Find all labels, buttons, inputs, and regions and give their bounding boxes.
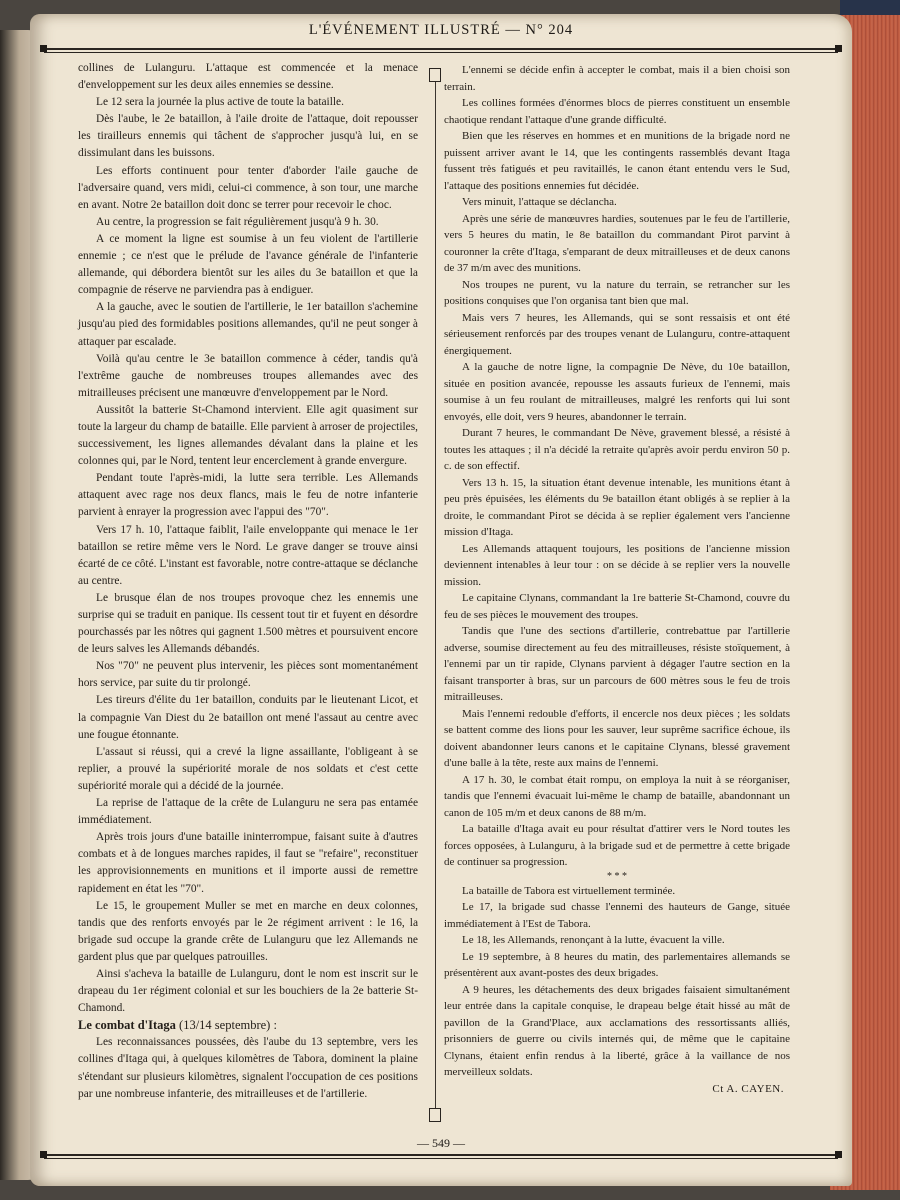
right-column (444, 62, 790, 1097)
paragraph: A la gauche, avec le soutien de l'artillerie, le 1er bataillon s'achemine jusqu'au pied des formidables positions allemandes, qu'il ne peut songer à attaquer par escalade. (78, 301, 418, 348)
paragraph: Le capitaine Clynans, commandant la 1re batterie St-Chamond, couvre du feu de ses pièces le mouvement des troupes. (444, 592, 790, 621)
column-divider (435, 74, 436, 1114)
section-separator: * * * (607, 870, 627, 882)
footer-rule (44, 1154, 838, 1156)
paragraph: Tandis que l'une des sections d'artillerie, contrebattue par l'artillerie adverse, soumise directement au feu des mitrailleuses, résiste stoïquement, à l'ennemi par un tir rapide, Clynans parvient à dégager l'autre section en la faisant transporter à bras, sur un parcours de 600 mètres sous le feu de trois mitrailleuses. (444, 625, 790, 703)
paragraph: La reprise de l'attaque de la crête de Lulanguru ne sera pas entamée immédiatement. (78, 797, 418, 827)
paragraph: L'ennemi se décide enfin à accepter le combat, mais il a bien choisi son terrain. (444, 64, 790, 93)
section-subheading (78, 1017, 418, 1034)
paragraph: L'assaut si réussi, qui a crevé la ligne assaillante, l'obligeant à se replier, a prouvé la supériorité morale de nos soldats et c'est cette supériorité morale qui a décidé de la journée. (78, 745, 418, 792)
paragraph: Aussitôt la batterie St-Chamond intervient. Elle agit quasiment sur toute la largeur du champ de bataille. Elle parvient à arroser de projectiles, successivement, les lignes allemandes dévalant dans la plaine et les colonnes qui, par le Nord, tentent leur encerclement à grande envergure. (78, 403, 418, 468)
paragraph: Pendant toute l'après-midi, la lutte sera terrible. Les Allemands attaquent avec rage nos deux flancs, mais le feu de notre infanterie parvient à enrayer la progression avec l'appui des "70". (78, 472, 418, 519)
right-paragraphs-after (444, 883, 790, 1081)
left-paragraphs (78, 60, 418, 1017)
paragraph: Vers 17 h. 10, l'attaque faiblit, l'aile enveloppante qui menace le 1er bataillon se retire même vers le Nord. Le grave danger se trouve ainsi écarté de ce côté. L'instant est favorable, notre contre-attaque se déclanche au centre. (78, 523, 418, 587)
footer-rule-thin (44, 1158, 838, 1159)
paragraph: Dès l'aube, le 2e bataillon, à l'aile droite de l'attaque, doit repousser les tirailleurs ennemis qui tâchent de s'approcher jusqu'à lui, en se dissimulant dans les buissons. (78, 113, 418, 160)
paragraph: A la gauche de notre ligne, la compagnie De Nève, du 10e bataillon, située en position avancée, repousse les assauts furieux de l'ennemi, mais soumise à un feu roulant de mitrailleuses, malgré les renforts qui lui sont envoyés, elle doit, vers 9 heures, abandonner le terrain. (444, 361, 790, 423)
paragraph: Après trois jours d'une bataille ininterrompue, faisant suite à d'autres combats et à de longues marches rapides, il faut se "refaire", reconstituer les approvisionnements en munitions et il importe aussi de remettre rapidement en état les "70". (78, 831, 418, 895)
divider-ornament-bottom (429, 1108, 441, 1122)
paragraph: Mais vers 7 heures, les Allemands, qui se sont ressaisis et ont été sérieusement renforcés par des troupes venant de Lulanguru, contre-attaquent énergiquement. (444, 311, 790, 357)
paragraph: Le 19 septembre, à 8 heures du matin, des parlementaires allemands se présentèrent aux avant-postes des deux brigades. (444, 950, 790, 979)
right-paragraphs (444, 62, 790, 871)
paragraph: Les tireurs d'élite du 1er bataillon, conduits par le lieutenant Licot, et la compagnie Van Diest du 2e bataillon ont mené l'assaut au centre avec une fougue étonnante. (78, 694, 418, 741)
book-page (30, 14, 852, 1186)
paragraph: La bataille de Tabora est virtuellement terminée. (462, 884, 676, 897)
paragraph: Le 17, la brigade sud chasse l'ennemi des hauteurs de Gange, située immédiatement à l'Est de Tabora. (444, 901, 790, 930)
paragraph: Le 12 sera la journée la plus active de toute la bataille. (96, 96, 344, 109)
paragraph: Mais l'ennemi redouble d'efforts, il encercle nos deux pièces ; les soldats se battent comme des lions pour les sauver, leur suprême sacrifice échoue, ils doivent abandonner leurs canons et le capitaine Clynans, blessé gravement d'une balle à la tête, reste aux mains de l'ennemi. (444, 707, 790, 769)
paragraph: Nos troupes ne purent, vu la nature du terrain, se retrancher sur les positions conquises que l'on organisa tant bien que mal. (444, 278, 790, 307)
paragraph: Durant 7 heures, le commandant De Nève, gravement blessé, a résisté à toutes les attaques ; il n'a décidé la retraite qu'après avoir perdu environ 50 p. c. de son effectif. (444, 427, 790, 472)
corner-ornament (835, 1151, 842, 1158)
paragraph: A 9 heures, les détachements des deux brigades faisaient simultanément leur entrée dans la capitale conquise, le drapeau belge était hissé au mât de pavillon de la Grand'Place, aux acclamations des ressortissants alliés, prisonniers de guerre ou civils internés qui, de même que le capitaine Clynans, étaient enfin rendus à la liberté, grâce à la vaillance de nos merveilleux soldats. (444, 983, 790, 1078)
paragraph: Le 18, les Allemands, renonçant à la lutte, évacuent la ville. (462, 934, 725, 946)
paragraph: Ainsi s'acheva la bataille de Lulanguru, dont le nom est inscrit sur le drapeau du 1er régiment colonial et sur les bouchiers de la 2e batterie St-Chamond. (78, 967, 418, 1015)
corner-ornament (835, 45, 842, 52)
left-paragraphs-after (78, 1034, 418, 1102)
paragraph: A ce moment la ligne est soumise à un feu violent de l'artillerie ennemie ; ce n'est que le prélude de l'avance générale de l'infanterie allemande, qui débordera bientôt sur les ailes du 3e bataillon et que la compagnie de réserve ne parviendra pas à endiguer. (78, 232, 418, 297)
left-column (78, 60, 418, 1103)
paragraph: A 17 h. 30, le combat était rompu, on employa la nuit à se réorganiser, tandis que l'ennemi évacuait lui-même le champ de bataille, abandonnant un canon de 105 m/m et deux canons de 88 m/m. (444, 773, 790, 819)
paragraph: Les reconnaissances poussées, dès l'aube du 13 septembre, vers les collines d'Itaga qui, à quelques kilomètres de Tabora, dominent la plaine s'étendant sur plusieurs kilomètres, signalent l'occupation de ces positions par une nombreuse infanterie, des mitrailleuses et de l'artillerie. (78, 1036, 418, 1100)
paragraph: Nos "70" ne peuvent plus intervenir, les pièces sont momentanément hors service, par suite du tir prolongé. (78, 660, 418, 690)
divider-ornament-top (429, 68, 441, 82)
author-signature: Ct A. CAYEN. (712, 1082, 784, 1095)
subheading-dates: (13/14 septembre) : (175, 1018, 277, 1033)
header-rule-thin (44, 52, 838, 53)
paragraph: Bien que les réserves en hommes et en munitions de la brigade nord ne puissent arriver avant le 14, que les contingents rassemblés devant Itaga fussent très fatigués et peu ravitaillés, le canon étant entendu vers le Sud, l'attaque des positions ennemies fut décidée. (444, 130, 790, 192)
paragraph: Voilà qu'au centre le 3e bataillon commence à céder, tandis qu'à l'extrême gauche de nombreuses troupes allemandes avec des mitrailleuses précisent une manœuvre d'enveloppement par le Nord. (78, 352, 418, 399)
paragraph: Le brusque élan de nos troupes provoque chez les ennemis une surprise qui se traduit en panique. Ils cessent tout tir et fuyent en désordre pourchassés par les nôtres qui gagnent 1.500 mètres et poursuivent encore de leurs salves les Allemands débandés. (78, 591, 418, 656)
page-number: — 549 — (417, 1136, 465, 1150)
subheading-title: Le combat d'Itaga (78, 1018, 176, 1033)
paragraph: Les collines formées d'énormes blocs de pierres constituent un ensemble chaotique rendant l'attaque d'une grande difficulté. (444, 97, 790, 126)
paragraph: Les efforts continuent pour tenter d'aborder l'aile gauche de l'adversaire quand, vers midi, celui-ci commence, à son tour, une marche en avant. Notre 2e bataillon doit donc se terrer pour recevoir le choc. (78, 164, 418, 211)
corner-ornament (40, 1151, 47, 1158)
paragraph: Le 15, le groupement Muller se met en marche en deux colonnes, tandis que des renforts envoyés par le 2e régiment arrivent : le 16, la brigade sud occupe la grande crête de Lulanguru que lez Allemands ne gardent plus que par quelques patrouilles. (78, 899, 418, 963)
page-header: L'ÉVÉNEMENT ILLUSTRÉ — N° 204 (308, 22, 574, 38)
paragraph: Au centre, la progression se fait régulièrement jusqu'à 9 h. 30. (96, 215, 379, 228)
paragraph: collines de Lulanguru. L'attaque est commencée et la menace d'enveloppement sur les deux ailes ennemies se dessine. (78, 62, 418, 92)
paragraph: Les Allemands attaquent toujours, les positions de l'ancienne mission deviennent intenables à leur tour : on se décide à se replier vers la nouvelle mission. (444, 542, 790, 588)
corner-ornament (40, 45, 47, 52)
paragraph: Vers 13 h. 15, la situation étant devenue intenable, les munitions étant à peu près épuisées, les éléments du 9e bataillon étant obligés à se replier à la droite, le commandant Pirot se décida à se replier également vers l'ancienne mission d'Itaga. (444, 476, 790, 538)
paragraph: Vers minuit, l'attaque se déclancha. (462, 196, 617, 208)
paragraph: La bataille d'Itaga avait eu pour résultat d'attirer vers le Nord toutes les forces opposées, à Lulanguru, à la brigade sud et de permettre à cette brigade de continuer sa progression. (444, 823, 790, 868)
header-rule (44, 48, 838, 50)
paragraph: Après une série de manœuvres hardies, soutenues par le feu de l'artillerie, vers 5 heures du matin, le 8e bataillon du commandant Pirot parvint à couronner la crête d'Itaga, s'emparant de deux mitrailleuses et de deux canons de 37 m/m avec des munitions. (444, 212, 790, 274)
